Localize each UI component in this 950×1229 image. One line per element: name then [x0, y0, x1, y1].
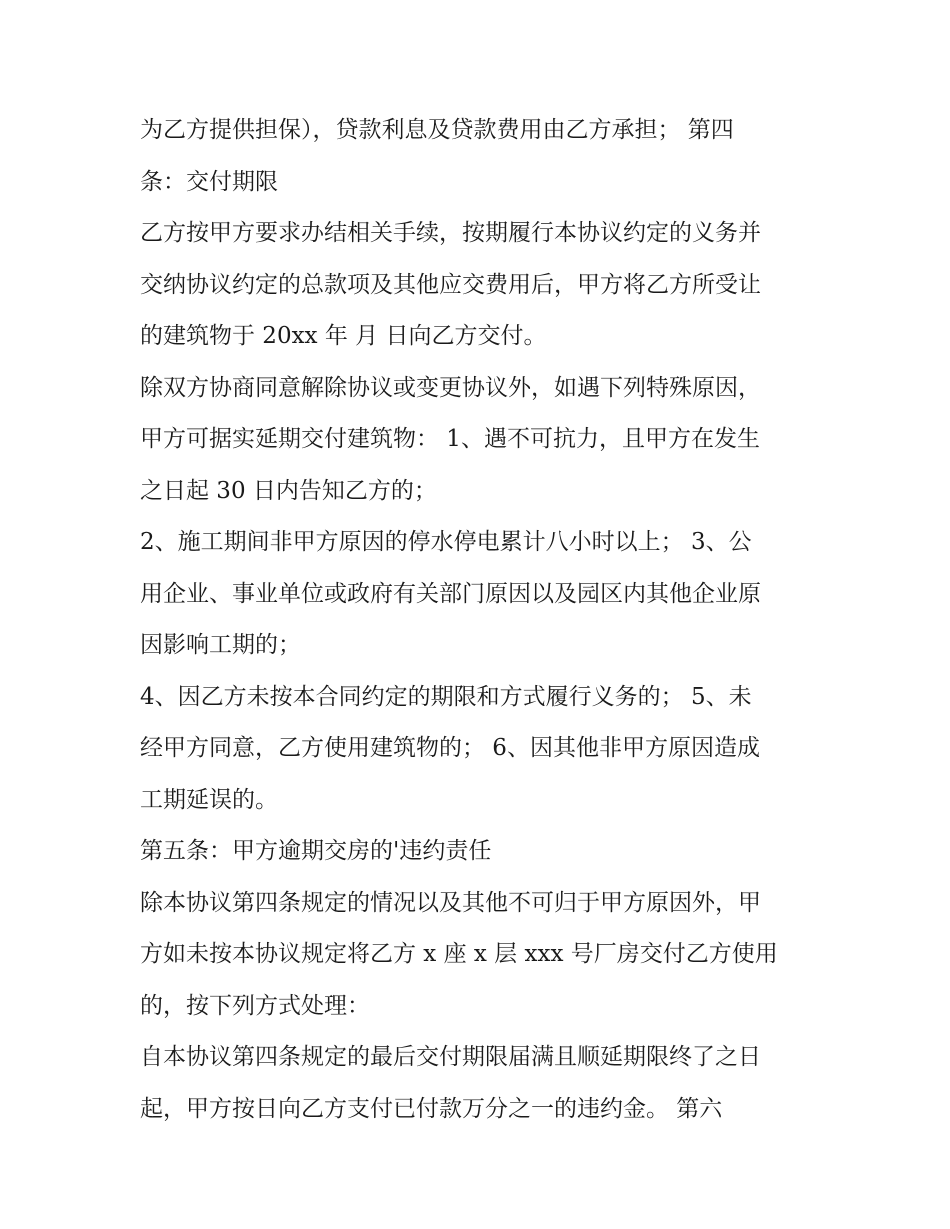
text-line: 4、因乙方未按本合同约定的期限和方式履行义务的； 5、未: [140, 683, 752, 710]
text-line: 除本协议第四条规定的情况以及其他不可归于甲方原因外，甲: [140, 889, 761, 916]
section-heading-article-4: 条：交付期限: [140, 168, 278, 195]
text-line: 为乙方提供担保），贷款利息及贷款费用由乙方承担； 第四: [140, 117, 734, 143]
text-line: 2、施工期间非甲方原因的停水停电累计八小时以上； 3、公: [140, 529, 752, 555]
text-line: 甲方可据实延期交付建筑物： 1、遇不可抗力，且甲方在发生: [140, 426, 760, 452]
text-line: 的，按下列方式处理：: [140, 992, 370, 1019]
text-line: 自本协议第四条规定的最后交付期限届满且顺延期限终了之日: [140, 1044, 761, 1070]
text-line: 因影响工期的；: [140, 632, 301, 658]
text-line: 之日起 30 日内告知乙方的；: [140, 477, 437, 504]
contract-text-body: [140, 105, 820, 1135]
text-line: 交纳协议约定的总款项及其他应交费用后，甲方将乙方所受让: [140, 271, 761, 298]
text-line: 用企业、事业单位或政府有关部门原因以及园区内其他企业原: [140, 580, 761, 607]
section-heading-article-5: 第五条：甲方逾期交房的'违约责任: [140, 838, 492, 864]
text-line: 方如未按本协议规定将乙方 x 座 x 层 xxx 号厂房交付乙方使用: [140, 941, 778, 967]
text-line: 乙方按甲方要求办结相关手续，按期履行本协议约定的义务并: [140, 220, 761, 246]
text-line: 起，甲方按日向乙方支付已付款万分之一的违约金。 第六: [140, 1095, 723, 1122]
text-line: 工期延误的。: [140, 786, 278, 813]
text-line: 经甲方同意，乙方使用建筑物的； 6、因其他非甲方原因造成: [140, 735, 760, 761]
text-line: 的建筑物于 20xx 年 月 日向乙方交付。: [140, 323, 547, 349]
text-line: 除双方协商同意解除协议或变更协议外，如遇下列特殊原因，: [140, 374, 761, 401]
